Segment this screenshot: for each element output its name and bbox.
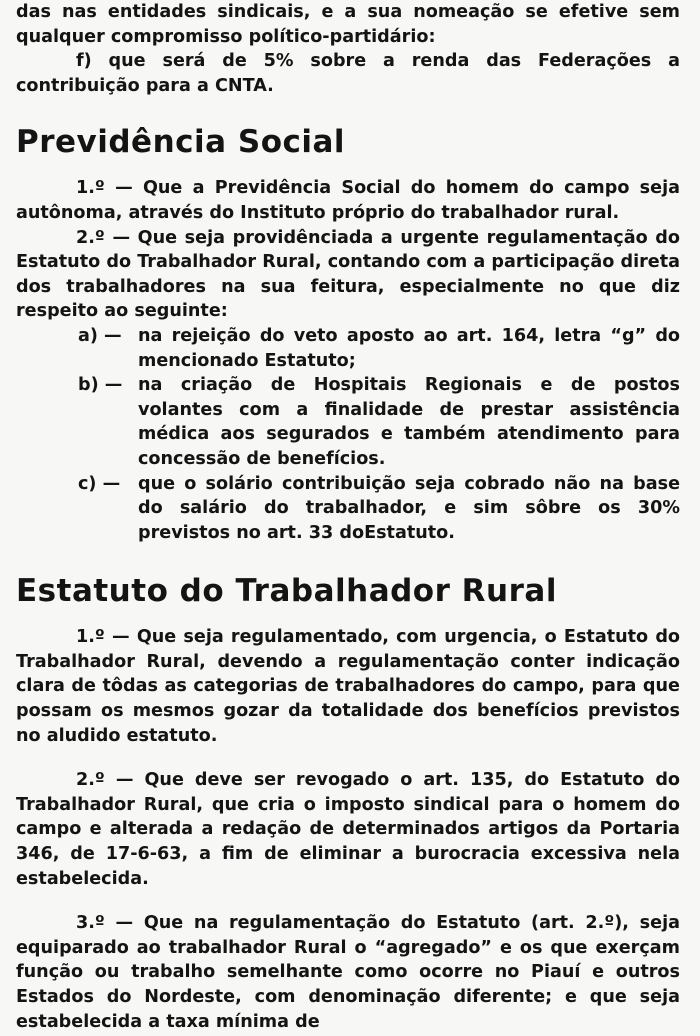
list-item — [78, 373, 680, 471]
list-item — [78, 324, 680, 373]
list-item-text: que o solário contribuição seja cobrado não na base do salário do trabalhador, e sim sôbre os 30% previstos no art. 33 doEstatuto. — [138, 473, 680, 543]
list-item-text: na criação de Hospitais Regionais e de postos volantes com a finalidade de prestar assistência médica aos segurados e também atendimento para concessão de benefícios. — [138, 375, 680, 469]
section-title-estatuto: Estatuto do Trabalhador Rural — [16, 573, 557, 610]
list-item-label: c) — — [78, 473, 121, 494]
list-item-text: na rejeição do veto aposto ao art. 164, letra “g” do mencionado Estatuto; — [138, 325, 680, 371]
intro-item-f: f) que será de 5% sobre a renda das Federações a contribuição para a CNTA. — [16, 51, 680, 96]
previdencia-paragraph-1: 1.º — Que a Previdência Social do homem do campo seja autônoma, através do Instituto próprio do trabalhador rural. — [16, 178, 680, 223]
list-item — [78, 472, 680, 546]
document-page — [16, 0, 680, 1034]
list-item-label: b) — — [78, 375, 123, 396]
list-item-label: a) — — [78, 325, 122, 346]
section-title-previdencia: Previdência Social — [16, 124, 346, 161]
estatuto-paragraph-3: 3.º — Que na regulamentação do Estatuto (art. 2.º), seja equiparado ao trabalhador Rural o “agregado” e os que exerçam função ou trabalho semelhante como ocorre no Piauí e outros Estados do Nordeste, com denominação diferente; e que seja estabelecida a taxa mínima de — [16, 913, 680, 1032]
intro-paragraph: das nas entidades sindicais, e a sua nomeação se efetive sem qualquer compromisso político-partidário: — [16, 2, 680, 47]
estatuto-paragraph-1: 1.º — Que seja regulamentado, com urgencia, o Estatuto do Trabalhador Rural, devendo a regulamentação conter indicação clara de tôdas as categorias de trabalhadores do campo, para que possam os mesmos gozar da totalidade dos benefícios previstos no aludido estatuto. — [16, 627, 680, 746]
previdencia-paragraph-2: 2.º — Que seja providênciada a urgente regulamentação do Estatuto do Trabalhador Rural, contando com a participação direta dos trabalhadores na sua feitura, especialmente no que diz respeito ao seguinte: — [16, 227, 680, 322]
estatuto-paragraph-2: 2.º — Que deve ser revogado o art. 135, do Estatuto do Trabalhador Rural, que cria o imposto sindical para o homem do campo e alterada a redação de determinados artigos da Portaria 346, de 17-6-63, a fim de eliminar a burocracia excessiva nela estabelecida. — [16, 770, 680, 889]
